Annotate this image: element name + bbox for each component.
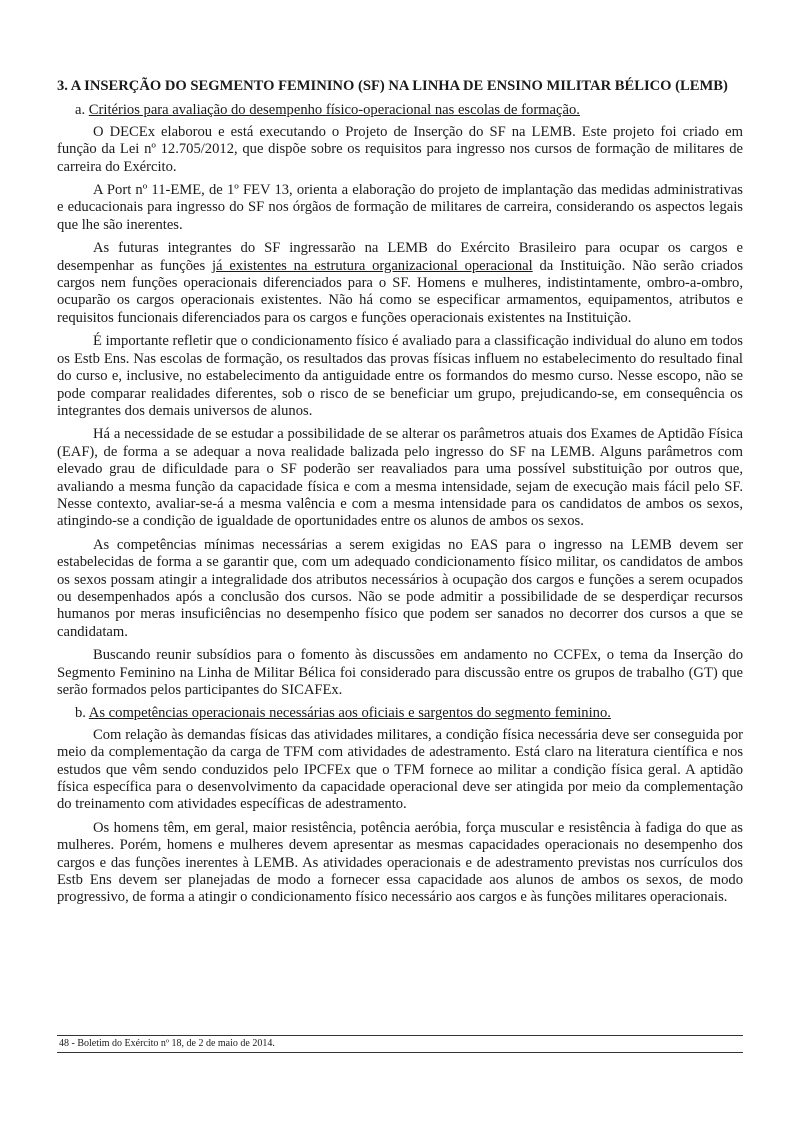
section-title: 3. A INSERÇÃO DO SEGMENTO FEMININO (SF) NA LINHA DE ENSINO MILITAR BÉLICO (LEMB) <box>57 78 728 94</box>
document-page <box>57 78 743 913</box>
paragraph: Buscando reunir subsídios para o fomento às discussões em andamento no CCFEx, o tema da Inserção do Segmento Feminino na Linha de Militar Bélica foi considerado para discussão entre os grupos de trabalho (GT) que serão formados pelos participantes do SICAFEx. <box>57 647 743 698</box>
subsection-a-heading <box>57 102 743 119</box>
paragraph-text: As futuras integrantes do SF ingressarão na LEMB do Exército Brasileiro para ocupar os cargos e desempenhar as funções <box>57 240 743 274</box>
paragraph-text: da Instituição. Não serão criados cargos nem funções operacionais diferenciados para o SF. Homens e mulheres, indistintamente, ombro-a-ombro, ocuparão os cargos operacionais existentes. Não há como se especificar armamentos, equipamentos, atributos e requisitos funcionais diferenciados para os cargos e funções operacionais existentes na Instituição. <box>57 257 743 326</box>
subsection-a-title: Critérios para avaliação do desempenho físico-operacional nas escolas de formação. <box>88 102 580 119</box>
paragraph: Há a necessidade de se estudar a possibilidade de se alterar os parâmetros atuais dos Exames de Aptidão Física (EAF), de forma a se adequar a nova realidade balizada pelo ingresso do SF na LEMB. Alguns parâmetros com elevado grau de dificuldade para o SF poderão ser reavaliados para uma possível substituição por outros que, avaliando a mesma função da capacidade física e com a mesma intensidade, sejam de execução mais fácil pelo SF. Nesse contexto, avaliar-se-á a mesma valência e com a mesma intensidade para os candidatos de ambos os sexos, atingindo-se a condição de igualdade de oportunidades entre os alunos de ambos os sexos. <box>57 426 743 530</box>
underlined-phrase: já existentes na estrutura organizacional operacional <box>211 257 533 274</box>
subsection-b-marker: b. <box>75 705 86 722</box>
paragraph: Os homens têm, em geral, maior resistência, potência aeróbia, força muscular e resistência à fadiga do que as mulheres. Porém, homens e mulheres devem apresentar as mesmas capacidades operacionais no desempenho dos cargos e das funções inerentes à LEMB. As atividades operacionais e de adestramento previstas nos currículos dos Estb Ens devem ser planejadas de modo a fornecer essa capacidade aos alunos de ambos os sexos, de modo progressivo, de forma a atingir o condicionamento físico necessário aos cargos e às funções militares operacionais. <box>57 819 743 906</box>
paragraph <box>57 240 743 327</box>
paragraph: As competências mínimas necessárias a serem exigidas no EAS para o ingresso na LEMB devem ser estabelecidas de forma a se garantir que, com um adequado condicionamento físico militar, os candidatos de ambos os sexos possam atingir a integralidade dos atributos necessários à ocupação dos cargos e funções a serem ocupados ou desempenhados após a conclusão dos cursos. Não se pode admitir a possibilidade de se desperdiçar recursos humanos por meras insuficiências no desempenho físico que podem ser sanados no decorrer dos cursos a que se candidatam. <box>57 536 743 640</box>
page-footer: 48 - Boletim do Exército nº 18, de 2 de maio de 2014. <box>57 1035 743 1053</box>
subsection-b-title: As competências operacionais necessárias aos oficiais e sargentos do segmento feminino. <box>88 705 611 722</box>
paragraph: Com relação às demandas físicas das atividades militares, a condição física necessária deve ser conseguida por meio da complementação da carga de TFM com atividades de adestramento. Está claro na literatura científica e nos estudos que vêm sendo conduzidos pelo IPCFEx que o TFM fornece ao militar a condição física geral. A aptidão física específica para o desenvolvimento da capacidade operacional deve ser atingida por meio da complementação do treinamento com atividades específicas de adestramento. <box>57 726 743 813</box>
paragraph: A Port nº 11-EME, de 1º FEV 13, orienta a elaboração do projeto de implantação das medidas administrativas e educacionais para ingresso do SF nos órgãos de formação de militares de carreira, considerando os aspectos legais que lhe são inerentes. <box>57 182 743 233</box>
paragraph: É importante refletir que o condicionamento físico é avaliado para a classificação individual do aluno em todos os Estb Ens. Nas escolas de formação, os resultados das provas físicas influem no estabelecimento do resultado final do curso e, inclusive, no estabelecimento da antiguidade entre os formandos do mesmo curso. Nesse escopo, não se pode comparar realidades diferentes, sob o risco de se beneficiar um grupo, prejudicando-se, em consequência os integrantes dos demais universos de alunos. <box>57 333 743 419</box>
subsection-b-heading <box>57 705 743 722</box>
subsection-a-marker: a. <box>75 102 86 119</box>
paragraph: O DECEx elaborou e está executando o Projeto de Inserção do SF na LEMB. Este projeto foi criado em função da Lei nº 12.705/2012, que dispõe sobre os requisitos para ingresso nos cursos de formação de militares de carreira do Exército. <box>57 123 743 175</box>
